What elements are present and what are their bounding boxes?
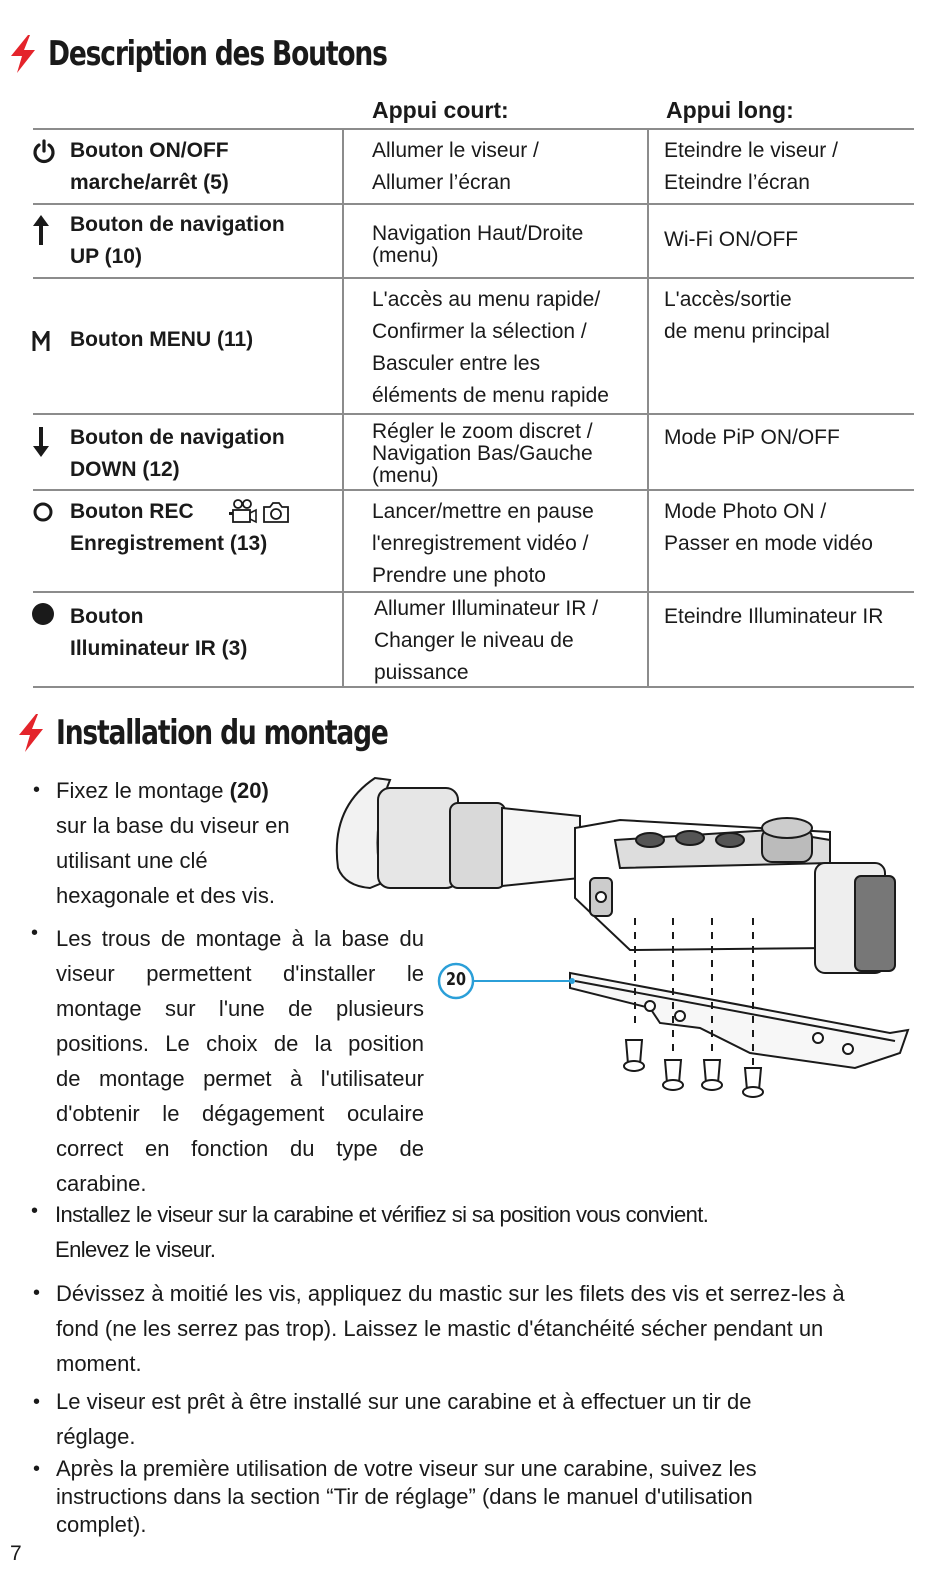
bullet-dot: • <box>31 922 39 944</box>
record-ring-icon <box>32 501 54 523</box>
button-name: Bouton MENU (11) <box>70 328 254 351</box>
long-press-action: Mode Photo ON / Passer en mode vidéo <box>664 500 873 555</box>
bullet-dot: • <box>31 1200 39 1222</box>
table-rule <box>33 277 914 279</box>
scope-mount-illustration <box>330 768 910 1103</box>
table-rule <box>33 128 914 130</box>
section-heading-buttons <box>8 34 482 74</box>
list-item: Fixez le montage (20) sur la base du viseur en utilisant une clé hexagonale et des vis. <box>56 778 290 908</box>
short-press-action: Allumer Illuminateur IR / Changer le niveau de puissance <box>374 597 599 684</box>
table-rule <box>33 413 914 415</box>
button-name: Bouton Illuminateur IR (3) <box>70 605 248 660</box>
list-item: Le viseur est prêt à être installé sur une carabine et à effectuer un tir de réglage. <box>56 1389 752 1449</box>
table-column-divider <box>647 128 649 688</box>
arrow-down-icon <box>33 427 49 457</box>
bullet-dot: • <box>33 1391 41 1413</box>
video-camera-icon <box>229 499 257 525</box>
column-header-short-press: Appui court: <box>372 97 509 123</box>
button-name: Bouton REC Enregistrement (13) <box>70 500 268 555</box>
short-press-action: Allumer le viseur / Allumer l’écran <box>372 139 539 194</box>
menu-m-icon <box>32 331 50 351</box>
callout-label: 20 <box>445 969 467 990</box>
ir-filled-circle-icon <box>31 602 55 626</box>
table-rule <box>33 203 914 205</box>
section-heading-mount <box>16 713 481 753</box>
photo-camera-icon <box>262 500 290 524</box>
lightning-bolt-icon <box>8 35 38 73</box>
long-press-action: Eteindre le viseur / Eteindre l’écran <box>664 139 838 194</box>
bullet-dot: • <box>33 1458 41 1480</box>
list-item: Dévissez à moitié les vis, appliquez du mastic sur les filets des vis et serrez-les à fond (ne les serrez pas trop). Laissez le mastic d'étanchéité sécher pendant un moment. <box>56 1281 845 1376</box>
long-press-action: Mode PiP ON/OFF <box>664 426 840 449</box>
short-press-action: L'accès au menu rapide/ Confirmer la sélection / Basculer entre les éléments de menu rapide <box>372 288 609 407</box>
list-item: Les trous de montage à la base du viseur permettent d'installer le montage sur l'une de plusieurs positions. Le choix de la position de montage permet à l'utilisateur d'obtenir le dégagement oculaire correct en fonction du type de carabine. <box>56 926 424 1196</box>
long-press-action: Wi-Fi ON/OFF <box>664 228 799 251</box>
bullet-dot: • <box>33 779 41 801</box>
arrow-up-icon <box>33 215 49 245</box>
long-press-action: L'accès/sortie de menu principal <box>664 288 830 343</box>
table-rule <box>33 489 914 491</box>
table-column-divider <box>342 128 344 688</box>
button-name: Bouton ON/OFF marche/arrêt (5) <box>70 139 229 194</box>
button-name: Bouton de navigation UP (10) <box>70 213 285 268</box>
power-icon <box>32 139 56 165</box>
list-item: Après la première utilisation de votre viseur sur une carabine, suivez les instructions dans la section “Tir de réglage” (dans le manuel d'utilisation complet). <box>56 1456 757 1537</box>
lightning-bolt-icon <box>16 714 46 752</box>
section-title: Installation du montage <box>56 713 388 753</box>
long-press-action: Eteindre Illuminateur IR <box>664 605 884 628</box>
button-name: Bouton de navigation DOWN (12) <box>70 426 285 481</box>
short-press-action: Navigation Haut/Droite (menu) <box>372 222 584 267</box>
bullet-dot: • <box>33 1282 41 1304</box>
list-item: Installez le viseur sur la carabine et vérifiez si sa position vous convient. Enlevez le viseur. <box>55 1202 709 1262</box>
page-number: 7 <box>10 1542 22 1565</box>
column-header-long-press: Appui long: <box>666 97 794 123</box>
section-title: Description des Boutons <box>48 34 387 74</box>
short-press-action: Régler le zoom discret / Navigation Bas/Gauche (menu) <box>372 420 593 487</box>
short-press-action: Lancer/mettre en pause l'enregistrement vidéo / Prendre une photo <box>372 500 594 587</box>
